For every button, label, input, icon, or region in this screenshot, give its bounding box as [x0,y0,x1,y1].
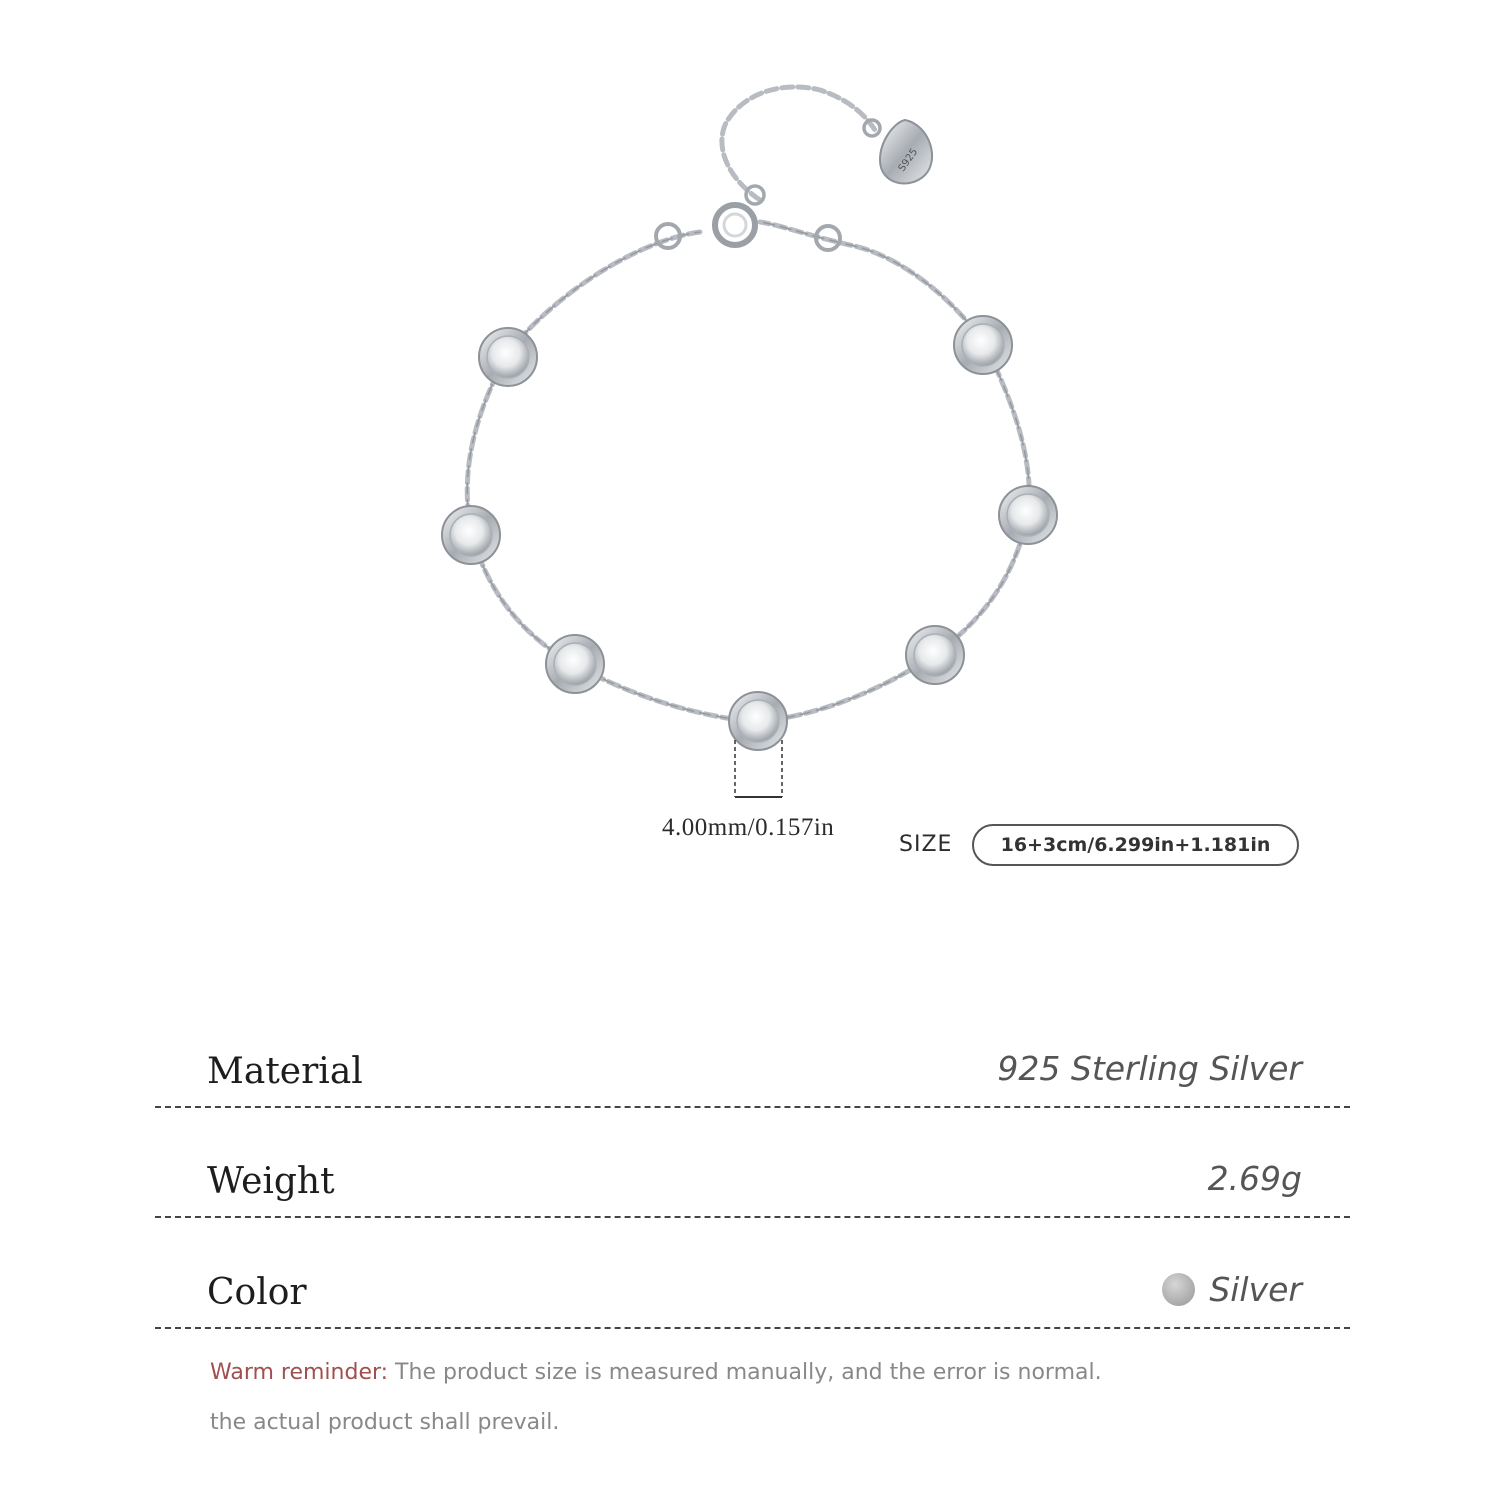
stone [954,316,1012,374]
size-label: SIZE [899,832,953,857]
stone [906,626,964,684]
warm-reminder-line-2: the actual product shall prevail. [210,1410,560,1435]
hallmark-text: S925 [896,146,921,174]
stone [442,506,500,564]
spec-label: Color [207,1272,307,1313]
stone [479,328,537,386]
spec-label: Weight [207,1161,335,1202]
warm-reminder-prefix: Warm reminder: [210,1360,389,1385]
warm-reminder-line-1 [210,1360,1102,1385]
spec-row-color [155,1257,1350,1329]
bezel-stones [442,316,1057,750]
stone-dimension-label: 4.00mm/0.157in [662,814,835,841]
spec-value: Silver [1162,1270,1302,1309]
spec-row-weight [155,1146,1350,1218]
stone [729,692,787,750]
stone [999,486,1057,544]
color-swatch-icon [1162,1273,1195,1306]
spec-value: 2.69g [1207,1159,1302,1198]
spring-clasp [715,205,755,245]
size-value-badge: 16+3cm/6.299in+1.181in [972,824,1299,866]
warm-reminder-text: The product size is measured manually, and the error is normal. [388,1360,1102,1385]
spec-value: 925 Sterling Silver [997,1049,1302,1088]
stone [546,635,604,693]
extension-chain [722,87,875,200]
spec-row-material [155,1036,1350,1108]
spec-label: Material [207,1051,363,1092]
hallmark-tag [880,120,932,183]
